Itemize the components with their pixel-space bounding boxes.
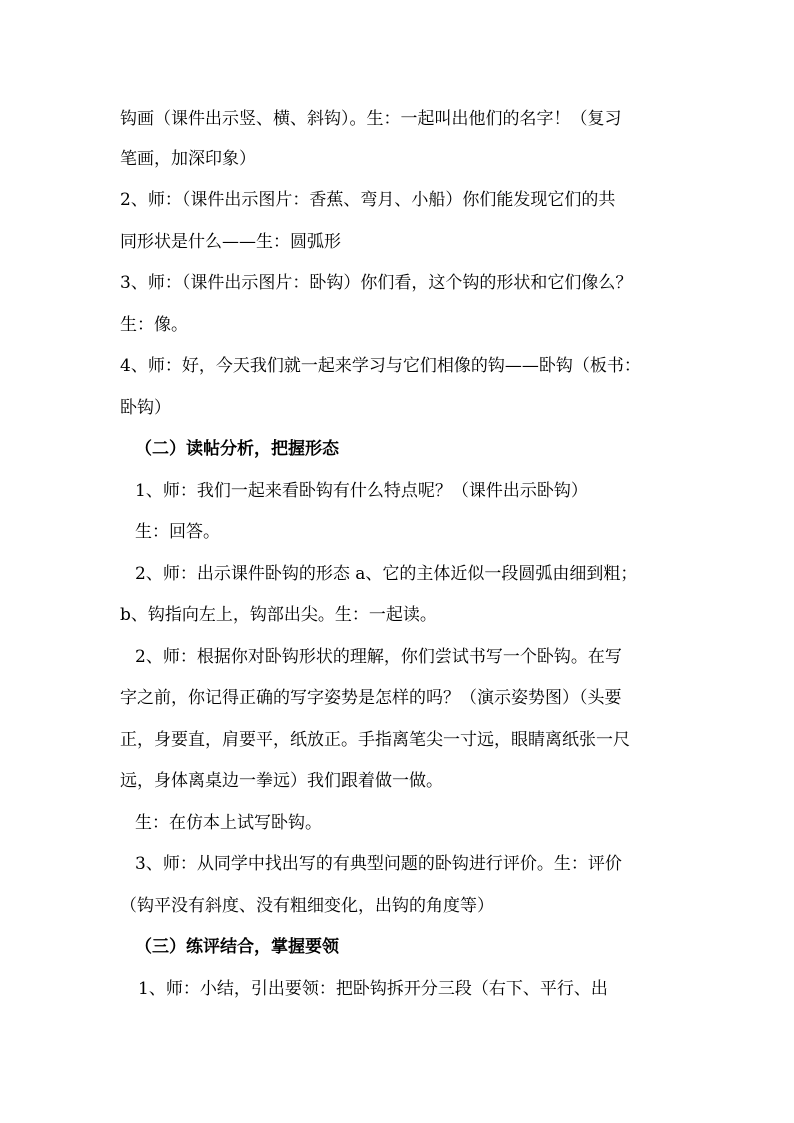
text-line: 2、师：出示课件卧钩的形态 a、它的主体近似一段圆弧由细到粗； — [135, 564, 638, 584]
text-line: 钩画（课件出示竖、横、斜钩）。生：一起叫出他们的名字！（复习 — [120, 109, 622, 129]
text-line: 2、师：根据你对卧钩形状的理解，你们尝试书写一个卧钩。在写 — [135, 647, 622, 667]
text-line: 正，身要直，肩要平，纸放正。手指离笔尖一寸远，眼睛离纸张一尺 — [120, 730, 630, 750]
text-line: 同形状是什么——生：圆弧形 — [120, 232, 341, 252]
section-heading: （二）读帖分析，把握形态 — [135, 439, 339, 459]
text-line: 2、师：（课件出示图片：香蕉、弯月、小船）你们能发现它们的共 — [120, 190, 616, 210]
text-line: 字之前，你记得正确的写字姿势是怎样的吗？（演示姿势图）（头要 — [120, 688, 622, 708]
text-line: 1、师：我们一起来看卧钩有什么特点呢？（课件出示卧钩） — [135, 481, 588, 501]
text-line: 1、师：小结，引出要领：把卧钩拆开分三段（右下、平行、出 — [138, 979, 608, 999]
text-line: 卧钩） — [120, 398, 171, 418]
text-line: 3、师：从同学中找出写的有典型问题的卧钩进行评价。生：评价 — [135, 854, 622, 874]
text-line: 4、师：好，今天我们就一起来学习与它们相像的钩——卧钩（板书： — [120, 356, 641, 376]
text-line: 3、师：（课件出示图片：卧钩）你们看，这个钩的形状和它们像么？ — [120, 273, 633, 293]
section-heading: （三）练评结合，掌握要领 — [135, 937, 339, 957]
text-line: 笔画，加深印象） — [120, 149, 256, 169]
text-line: 生：在仿本上试写卧钩。 — [135, 813, 322, 833]
text-line: b、钩指向左上，钩部出尖。生：一起读。 — [120, 605, 437, 625]
text-line: 远，身体离桌边一拳远）我们跟着做一做。 — [120, 771, 443, 791]
text-line: （钩平没有斜度、没有粗细变化，出钩的角度等） — [120, 896, 494, 916]
text-line: 生：像。 — [120, 315, 188, 335]
text-line: 生：回答。 — [135, 522, 220, 542]
